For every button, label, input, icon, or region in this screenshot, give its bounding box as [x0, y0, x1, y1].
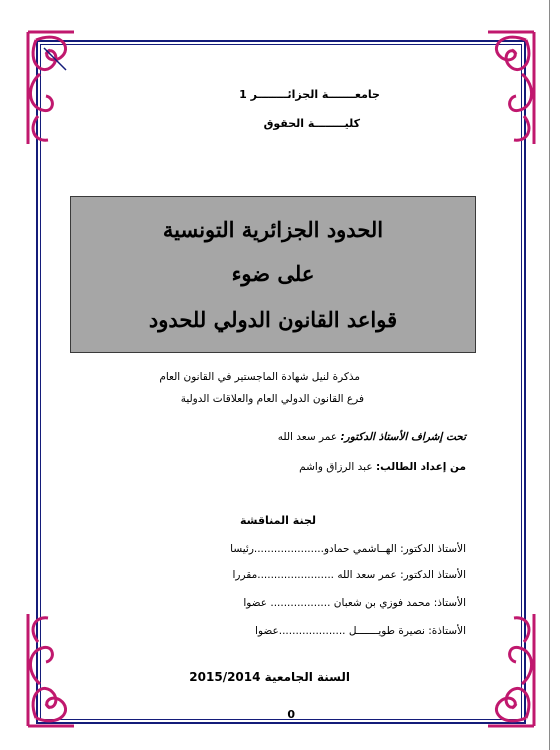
thesis-title-box — [70, 196, 476, 353]
student-line — [299, 461, 466, 473]
page-number: 0 — [287, 708, 295, 721]
committee-heading: لجنة المناقشة — [239, 514, 316, 527]
university-name: جامعـــــــة الجزائــــــــر 1 — [239, 88, 380, 101]
faculty-name: كليــــــــة الحقوق — [263, 117, 360, 130]
committee-member: الأستاذة: نصيرة طويـــــــل ....................عضوا — [255, 625, 466, 637]
supervisor-label: تحت إشراف الأستاذ الدكتور: — [340, 431, 466, 443]
title-line-3: قواعد القانون الدولي للحدود — [148, 307, 398, 332]
scroll-ornament-icon — [20, 604, 82, 734]
title-line-1: الحدود الجزائرية التونسية — [162, 217, 384, 242]
title-line-2: على ضوء — [231, 261, 315, 286]
committee-member: الأستاذ الدكتور: الهــاشمي حمادو.....................رئيسا — [230, 543, 466, 555]
committee-member: الأستاذ الدكتور: عمر سعد الله .......................مقررا — [232, 569, 466, 581]
scroll-ornament-icon — [480, 24, 542, 154]
supervisor-name: عمر سعد الله — [277, 431, 338, 443]
committee-member: الأستاذ: محمد فوزي بن شعبان .................. عضوا — [243, 597, 466, 609]
thesis-branch: فرع القانون الدولي العام والعلاقات الدولية — [180, 393, 364, 405]
scroll-ornament-icon — [480, 604, 542, 734]
student-label: من إعداد الطالب: — [375, 461, 466, 473]
scroll-ornament-icon — [20, 24, 82, 154]
supervisor-line — [278, 431, 466, 443]
student-name: عبد الرزاق واشم — [299, 461, 373, 473]
academic-year: السنة الجامعية 2015/2014 — [189, 670, 350, 684]
thesis-degree: مذكرة لنيل شهادة الماجستير في القانون العام — [159, 371, 360, 383]
